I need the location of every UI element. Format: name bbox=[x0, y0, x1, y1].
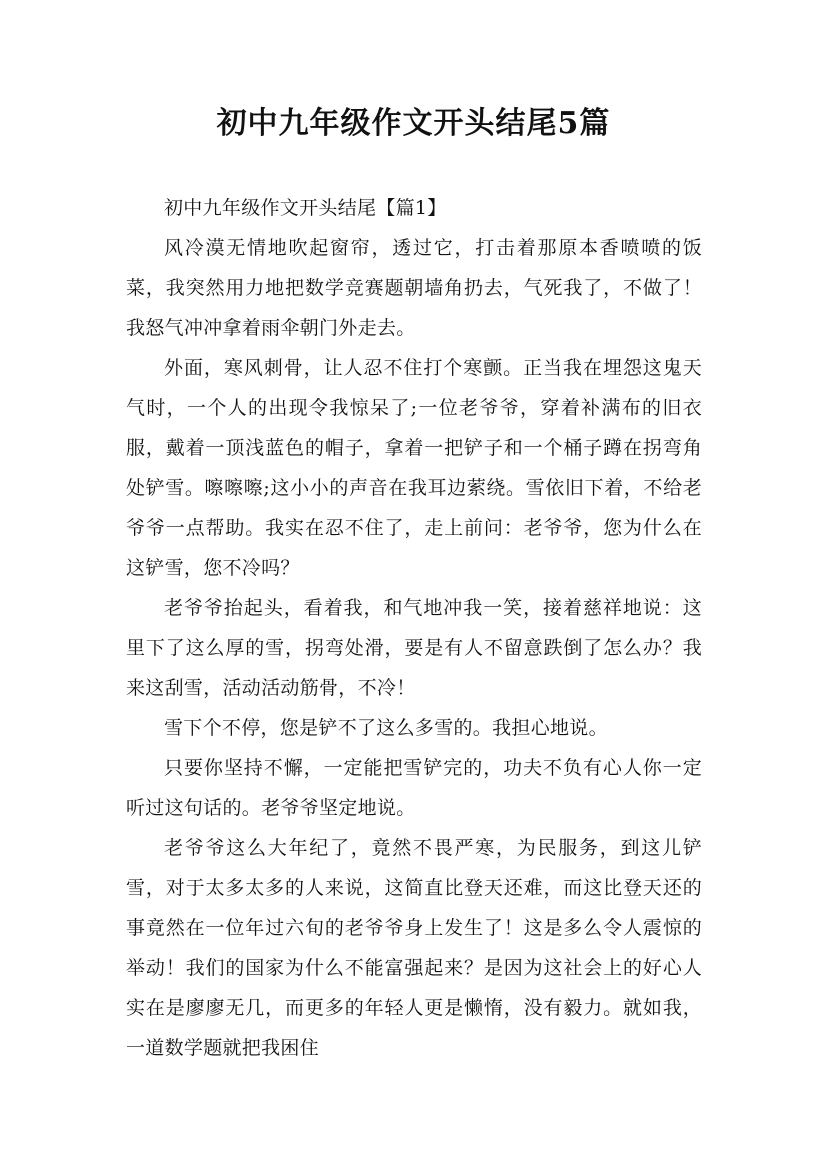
document-title: 初中九年级作文开头结尾5篇 bbox=[216, 106, 611, 141]
section-heading: 初中九年级作文开头结尾【篇1】 bbox=[164, 197, 447, 219]
paragraph-5: 只要你坚持不懈，一定能把雪铲完的，功夫不负有心人你一定听过这句话的。老爷爷坚定地说。 bbox=[126, 757, 702, 819]
paragraph-1: 风冷漠无情地吹起窗帘，透过它，打击着那原本香喷喷的饭菜，我突然用力地把数学竞赛题朝墙角扔去，气死我了，不做了！我怒气冲冲拿着雨伞朝门外走去。 bbox=[126, 237, 702, 339]
paragraph-2: 外面，寒风刺骨，让人忍不住打个寒颤。正当我在埋怨这鬼天气时，一个人的出现令我惊呆了;一位老爷爷，穿着补满布的旧衣服，戴着一顶浅蓝色的帽子，拿着一把铲子和一个桶子蹲在拐弯角处铲雪。嚓嚓嚓;这小小的声音在我耳边萦绕。雪依旧下着，不给老爷爷一点帮助。我实在忍不住了，走上前问：老爷爷，您为什么在这铲雪，您不冷吗？ bbox=[126, 357, 702, 579]
paragraph-4: 雪下个不停，您是铲不了这么多雪的。我担心地说。 bbox=[164, 717, 608, 739]
paragraph-3: 老爷爷抬起头，看着我，和气地冲我一笑，接着慈祥地说：这里下了这么厚的雪，拐弯处滑，要是有人不留意跌倒了怎么办？我来这刮雪，活动活动筋骨，不冷！ bbox=[126, 597, 702, 699]
document-body bbox=[126, 188, 702, 1068]
paragraph-6: 老爷爷这么大年纪了，竟然不畏严寒，为民服务，到这儿铲雪，对于太多太多的人来说，这简直比登天还难，而这比登天还的事竟然在一位年过六旬的老爷爷身上发生了！这是多么令人震惊的举动！我们的国家为什么不能富强起来？是因为这社会上的好心人实在是廖廖无几，而更多的年轻人更是懒惰，没有毅力。就如我，一道数学题就把我困住 bbox=[126, 837, 702, 1059]
